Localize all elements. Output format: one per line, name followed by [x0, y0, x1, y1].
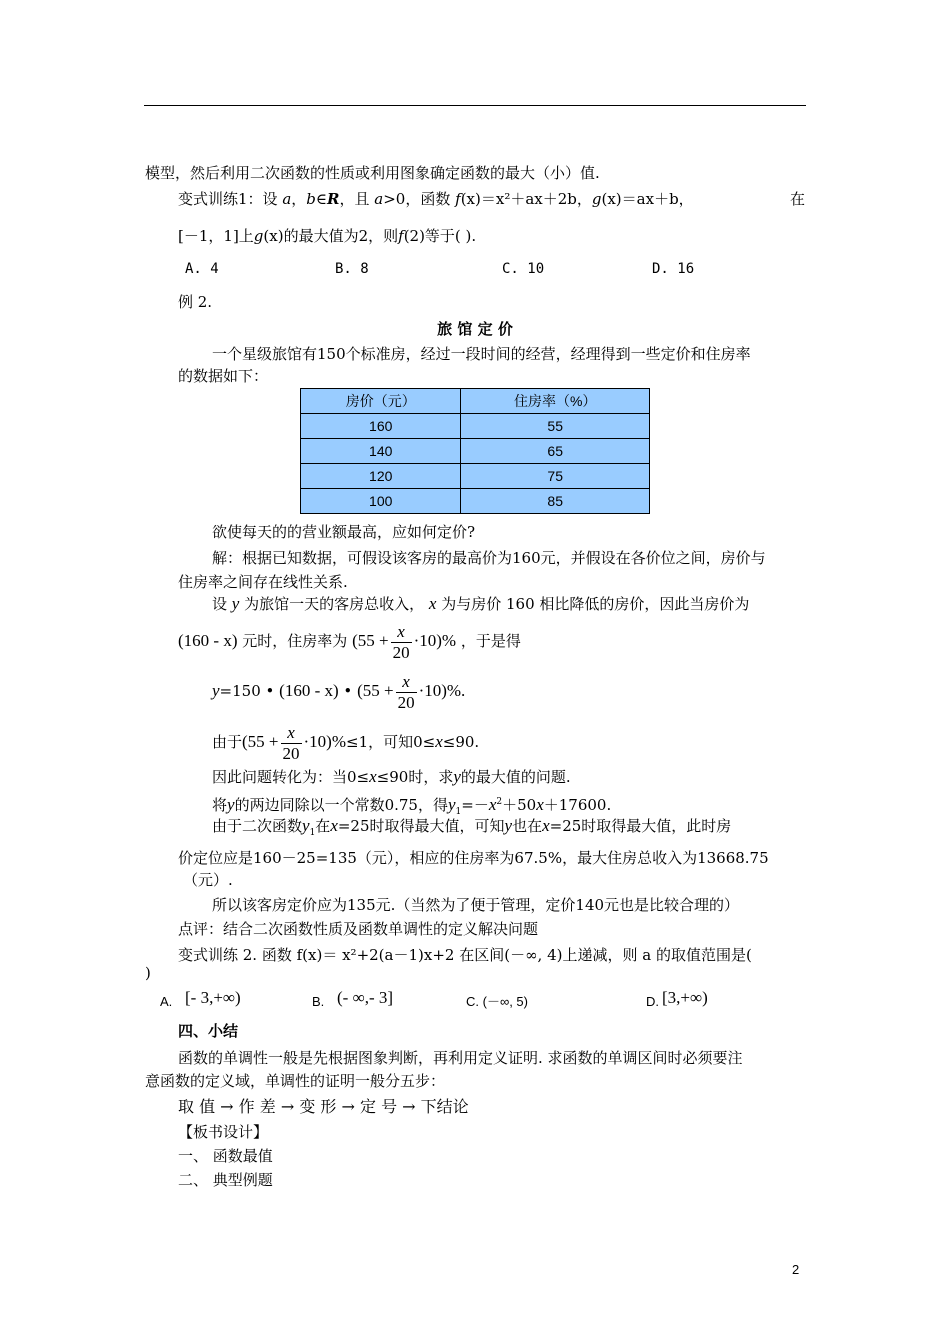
hotel-p1-line2: 的数据如下：	[178, 367, 269, 385]
board-design: 【板书设计】	[178, 1123, 269, 1141]
v1-b: b	[306, 190, 316, 208]
intro-line: 模型，然后利用二次函数的性质或利用图象确定函数的最大（小）值.	[145, 164, 600, 182]
divide-e: ＋17600.	[543, 796, 612, 814]
v1-f-def: (x)＝x²＋ax＋2b，	[460, 190, 592, 208]
table-cell: 140	[301, 439, 461, 464]
v2-option-d: [3,+∞)	[662, 988, 708, 1007]
table-cell: 75	[461, 464, 650, 489]
since-d: ≤1，可知0≤	[346, 733, 436, 751]
table-row	[301, 439, 650, 464]
solution-line3	[212, 594, 749, 614]
hotel-p1-line1: 一个星级旅馆有150个标准房，经过一段时间的经营，经理得到一些定价和住房率	[212, 345, 751, 363]
table-row	[301, 489, 650, 514]
v1-option-c: C. 10	[502, 261, 545, 277]
frac-num: x	[396, 672, 417, 693]
max-a: 由于二次函数	[212, 817, 303, 835]
divide-y: y	[227, 795, 235, 814]
convert-x: x	[369, 767, 377, 786]
sol4-a: 元时，住房率为	[242, 632, 348, 650]
max-line3: （元）.	[183, 871, 233, 889]
v1-a2: a	[374, 190, 384, 208]
equation-line	[212, 671, 465, 713]
max-c: =25时取得最大值，可知	[337, 817, 505, 835]
example2-label: 例 2.	[178, 293, 213, 311]
v1-in: ∈	[315, 190, 328, 208]
convert-c: 的最大值的问题.	[460, 768, 571, 786]
max-line2: 价定位应是160－25=135（元），相应的住房率为67.5%，最大住房总收入为13668.75	[178, 849, 769, 867]
fraction-x-over-20	[281, 723, 302, 764]
since-x: x	[435, 732, 443, 751]
v1-g: g	[591, 190, 602, 208]
divide-d: ＋50	[502, 796, 537, 814]
frac-den: 20	[397, 692, 415, 712]
table-row	[301, 414, 650, 439]
table-header-row	[301, 389, 650, 414]
convert-y: y	[453, 767, 461, 786]
eq-y: y	[212, 681, 220, 700]
eq-b: (160 - x)	[279, 681, 339, 700]
sol4-expr: (160 - x)	[178, 631, 238, 650]
v1-prefix: 变式训练1：设	[178, 190, 278, 208]
v1-zai: 在	[790, 190, 806, 208]
divide-x2: x	[536, 795, 544, 814]
frac-num: x	[391, 622, 412, 643]
summary-line2: 意函数的定义域，单调性的证明一般分五步：	[145, 1072, 446, 1090]
v1-f: f	[455, 190, 461, 208]
board-item-2: 二、 典型例题	[178, 1171, 273, 1189]
table-cell: 55	[461, 414, 650, 439]
table-row	[301, 464, 650, 489]
variant1-line1	[178, 189, 694, 209]
since-b: (55 +	[242, 732, 279, 751]
divide-x: x	[488, 795, 497, 814]
summary-steps: 取 值 → 作 差 → 变 形 → 定 号 → 下结论	[178, 1097, 469, 1116]
variant2-cont: )	[145, 964, 151, 982]
v1-l2a: [－1，1]上	[178, 227, 254, 245]
price-occupancy-table	[300, 388, 650, 514]
v1-l2g: g	[253, 227, 264, 245]
table-header-rate: 住房率（%）	[461, 389, 650, 414]
summary-line1: 函数的单调性一般是先根据图象判断，再利用定义证明. 求函数的单调区间时必须要注	[178, 1049, 743, 1067]
since-line	[212, 722, 479, 764]
max-x: x	[330, 816, 338, 835]
max-x2: x	[542, 816, 550, 835]
max-y1: y	[302, 816, 310, 835]
fraction-x-over-20	[396, 672, 417, 713]
v2-option-d-label: D.	[646, 994, 659, 1009]
frac-den: 20	[392, 642, 410, 662]
page-number: 2	[792, 1262, 800, 1277]
conclusion-line: 所以该客房定价应为135元.（当然为了便于管理，定价140元也是比较合理的）	[212, 896, 740, 914]
max-line1	[212, 816, 731, 843]
max-e: =25时取得最大值，此时房	[549, 817, 732, 835]
v1-comma: ，	[291, 190, 307, 208]
v1-gt0: >0，函数	[383, 190, 451, 208]
v1-option-d: D. 16	[652, 261, 695, 277]
convert-line	[212, 767, 571, 787]
v1-cond: ，且	[339, 190, 370, 208]
sol4-expr2b: ·10)%	[413, 631, 457, 650]
sol4-b: ，于是得	[460, 632, 521, 650]
max-d: 也在	[512, 817, 543, 835]
eq-e: ·10)%	[418, 681, 462, 700]
variant1-line2	[178, 226, 476, 246]
sol3-c: 为与房价 160 相比降低的房价，因此当房价为	[441, 595, 750, 613]
table-cell: 100	[301, 489, 461, 514]
since-e: ≤90.	[442, 733, 480, 751]
v1-option-b: B. 8	[335, 261, 369, 277]
since-a: 由于	[212, 733, 243, 751]
table-cell: 85	[461, 489, 650, 514]
v2-option-a-label: A.	[160, 994, 173, 1009]
sol4-expr2a: (55 +	[352, 631, 389, 650]
summary-heading: 四、小结	[178, 1022, 239, 1040]
divide-sup: 2	[496, 797, 503, 807]
v2-option-c: C. (－∞, 5)	[466, 994, 528, 1009]
v1-R: R	[327, 190, 340, 208]
convert-a: 因此问题转化为：当0≤	[212, 768, 370, 786]
v2-option-b: (- ∞,- 3]	[337, 988, 394, 1007]
v1-a: a	[282, 190, 292, 208]
max-sub: 1	[309, 828, 316, 838]
divide-c: =－	[461, 796, 489, 814]
table-cell: 120	[301, 464, 461, 489]
v1-g-def: (x)＝ax＋b，	[601, 190, 694, 208]
fraction-x-over-20	[391, 622, 412, 663]
table-header-price: 房价（元）	[301, 389, 461, 414]
eq-f: .	[461, 681, 466, 700]
hotel-question: 欲使每天的的营业额最高，应如何定价?	[212, 523, 476, 541]
divide-a: 将	[212, 796, 228, 814]
table-cell: 160	[301, 414, 461, 439]
sol3-a: 设	[212, 595, 228, 613]
v1-l2b: (x)的最大值为2，则	[263, 227, 399, 245]
since-c: ·10)%	[303, 732, 346, 751]
board-item-1: 一、 函数最值	[178, 1147, 273, 1165]
sol3-x: x	[428, 594, 437, 613]
v1-l2c: (2)等于( ).	[403, 227, 477, 245]
eq-a: =150 •	[219, 682, 275, 700]
comment-line: 点评：结合二次函数性质及函数单调性的定义解决问题	[178, 920, 539, 938]
v1-l2f: f	[398, 227, 404, 245]
sol3-b: 为旅馆一天的客房总收入，	[244, 595, 425, 613]
convert-b: ≤90时，求	[376, 768, 454, 786]
variant2-line: 变式训练 2. 函数 f(x)＝ x²+2(a－1)x+2 在区间(－∞, 4)上递减，则 a 的取值范围是(	[178, 946, 752, 964]
eq-d: (55 +	[357, 681, 394, 700]
v2-option-b-label: B.	[312, 994, 325, 1009]
solution-line2: 住房率之间存在线性关系.	[178, 573, 348, 591]
eq-c: •	[343, 682, 353, 700]
max-b: 在	[315, 817, 331, 835]
divide-b: 的两边同除以一个常数0.75，得	[234, 796, 448, 814]
v1-option-a: A. 4	[185, 261, 219, 277]
table-cell: 65	[461, 439, 650, 464]
sol3-y: y	[231, 594, 240, 613]
frac-num: x	[281, 723, 302, 744]
divide-sub: 1	[455, 807, 462, 817]
max-y: y	[504, 816, 513, 835]
solution-line1: 解：根据已知数据，可假设该客房的最高价为160元，并假设在各价位之间，房价与	[212, 549, 766, 567]
divide-y1: y	[447, 795, 456, 814]
header-rule	[144, 105, 806, 106]
solution-line4	[178, 621, 521, 663]
hotel-title: 旅 馆 定 价	[437, 320, 513, 338]
frac-den: 20	[282, 743, 300, 763]
v2-option-a: [- 3,+∞)	[185, 988, 241, 1007]
